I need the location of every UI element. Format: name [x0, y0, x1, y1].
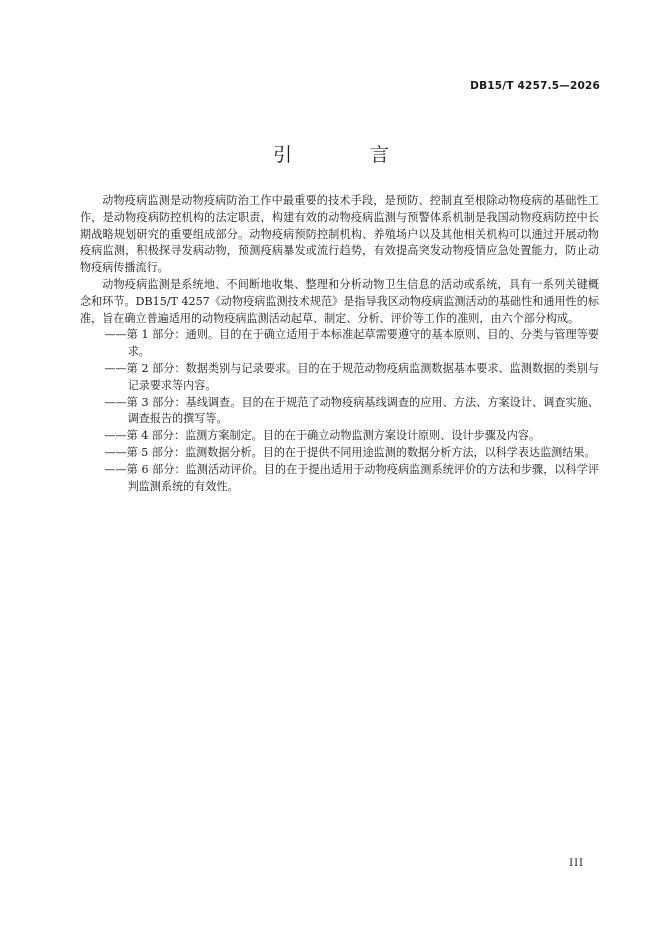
page-number: III [569, 858, 584, 869]
part-item-4: ——第 4 部分：监测方案制定。目的在于确立动物监测方案设计原则、设计步骤及内容。 [104, 429, 541, 443]
intro-paragraph-2: 动物疫病监测是系统地、不间断地收集、整理和分析动物卫生信息的活动或系统，具有一系列关键概念和环节。DB15/T 4257《动物疫病监测技术规范》是指导我区动物疫病监测活动的基础性和通用性的标准，旨在确立普遍适用的动物疫病监测活动起草、制定、分析、评价等工作的准则，由六个部分构成。 [80, 277, 599, 325]
part-item-1: ——第 1 部分：通则。目的在于确立适用于本标准起草需要遵守的基本原则、目的、分类与管理等要求。 [104, 328, 599, 359]
standard-code: DB15/T 4257.5—2026 [470, 80, 600, 92]
intro-paragraph-1: 动物疫病监测是动物疫病防治工作中最重要的技术手段，是预防、控制直至根除动物疫病的基础性工作，是动物疫病防控机构的法定职责，构建有效的动物疫病监测与预警体系机制是我国动物疫病防控中长期战略规划研究的重要组成部分。动物疫病预防控制机构、养殖场户以及其他相关机构可以通过开展动物疫病监测，积极探寻发病动物，预测疫病暴发或流行趋势，有效提高突发动物疫情应急处置能力，防止动物疫病传播流行。 [80, 194, 599, 275]
part-item-6: ——第 6 部分：监测活动评价。目的在于提出适用于动物疫病监测系统评价的方法和步骤，以科学评判监测系统的有效性。 [104, 462, 599, 493]
part-item-2: ——第 2 部分：数据类别与记录要求。目的在于规范动物疫病监测数据基本要求、监测数据的类别与记录要求等内容。 [104, 361, 599, 392]
part-item-5: ——第 5 部分：监测数据分析。目的在于提供不同用途监测的数据分析方法，以科学表达监测结果。 [104, 445, 596, 459]
document-body [80, 193, 599, 495]
page-title: 引 言 [272, 144, 426, 166]
part-item-3: ——第 3 部分：基线调查。目的在于规范了动物疫病基线调查的应用、方法、方案设计、调查实施、调查报告的撰写等。 [104, 395, 599, 426]
